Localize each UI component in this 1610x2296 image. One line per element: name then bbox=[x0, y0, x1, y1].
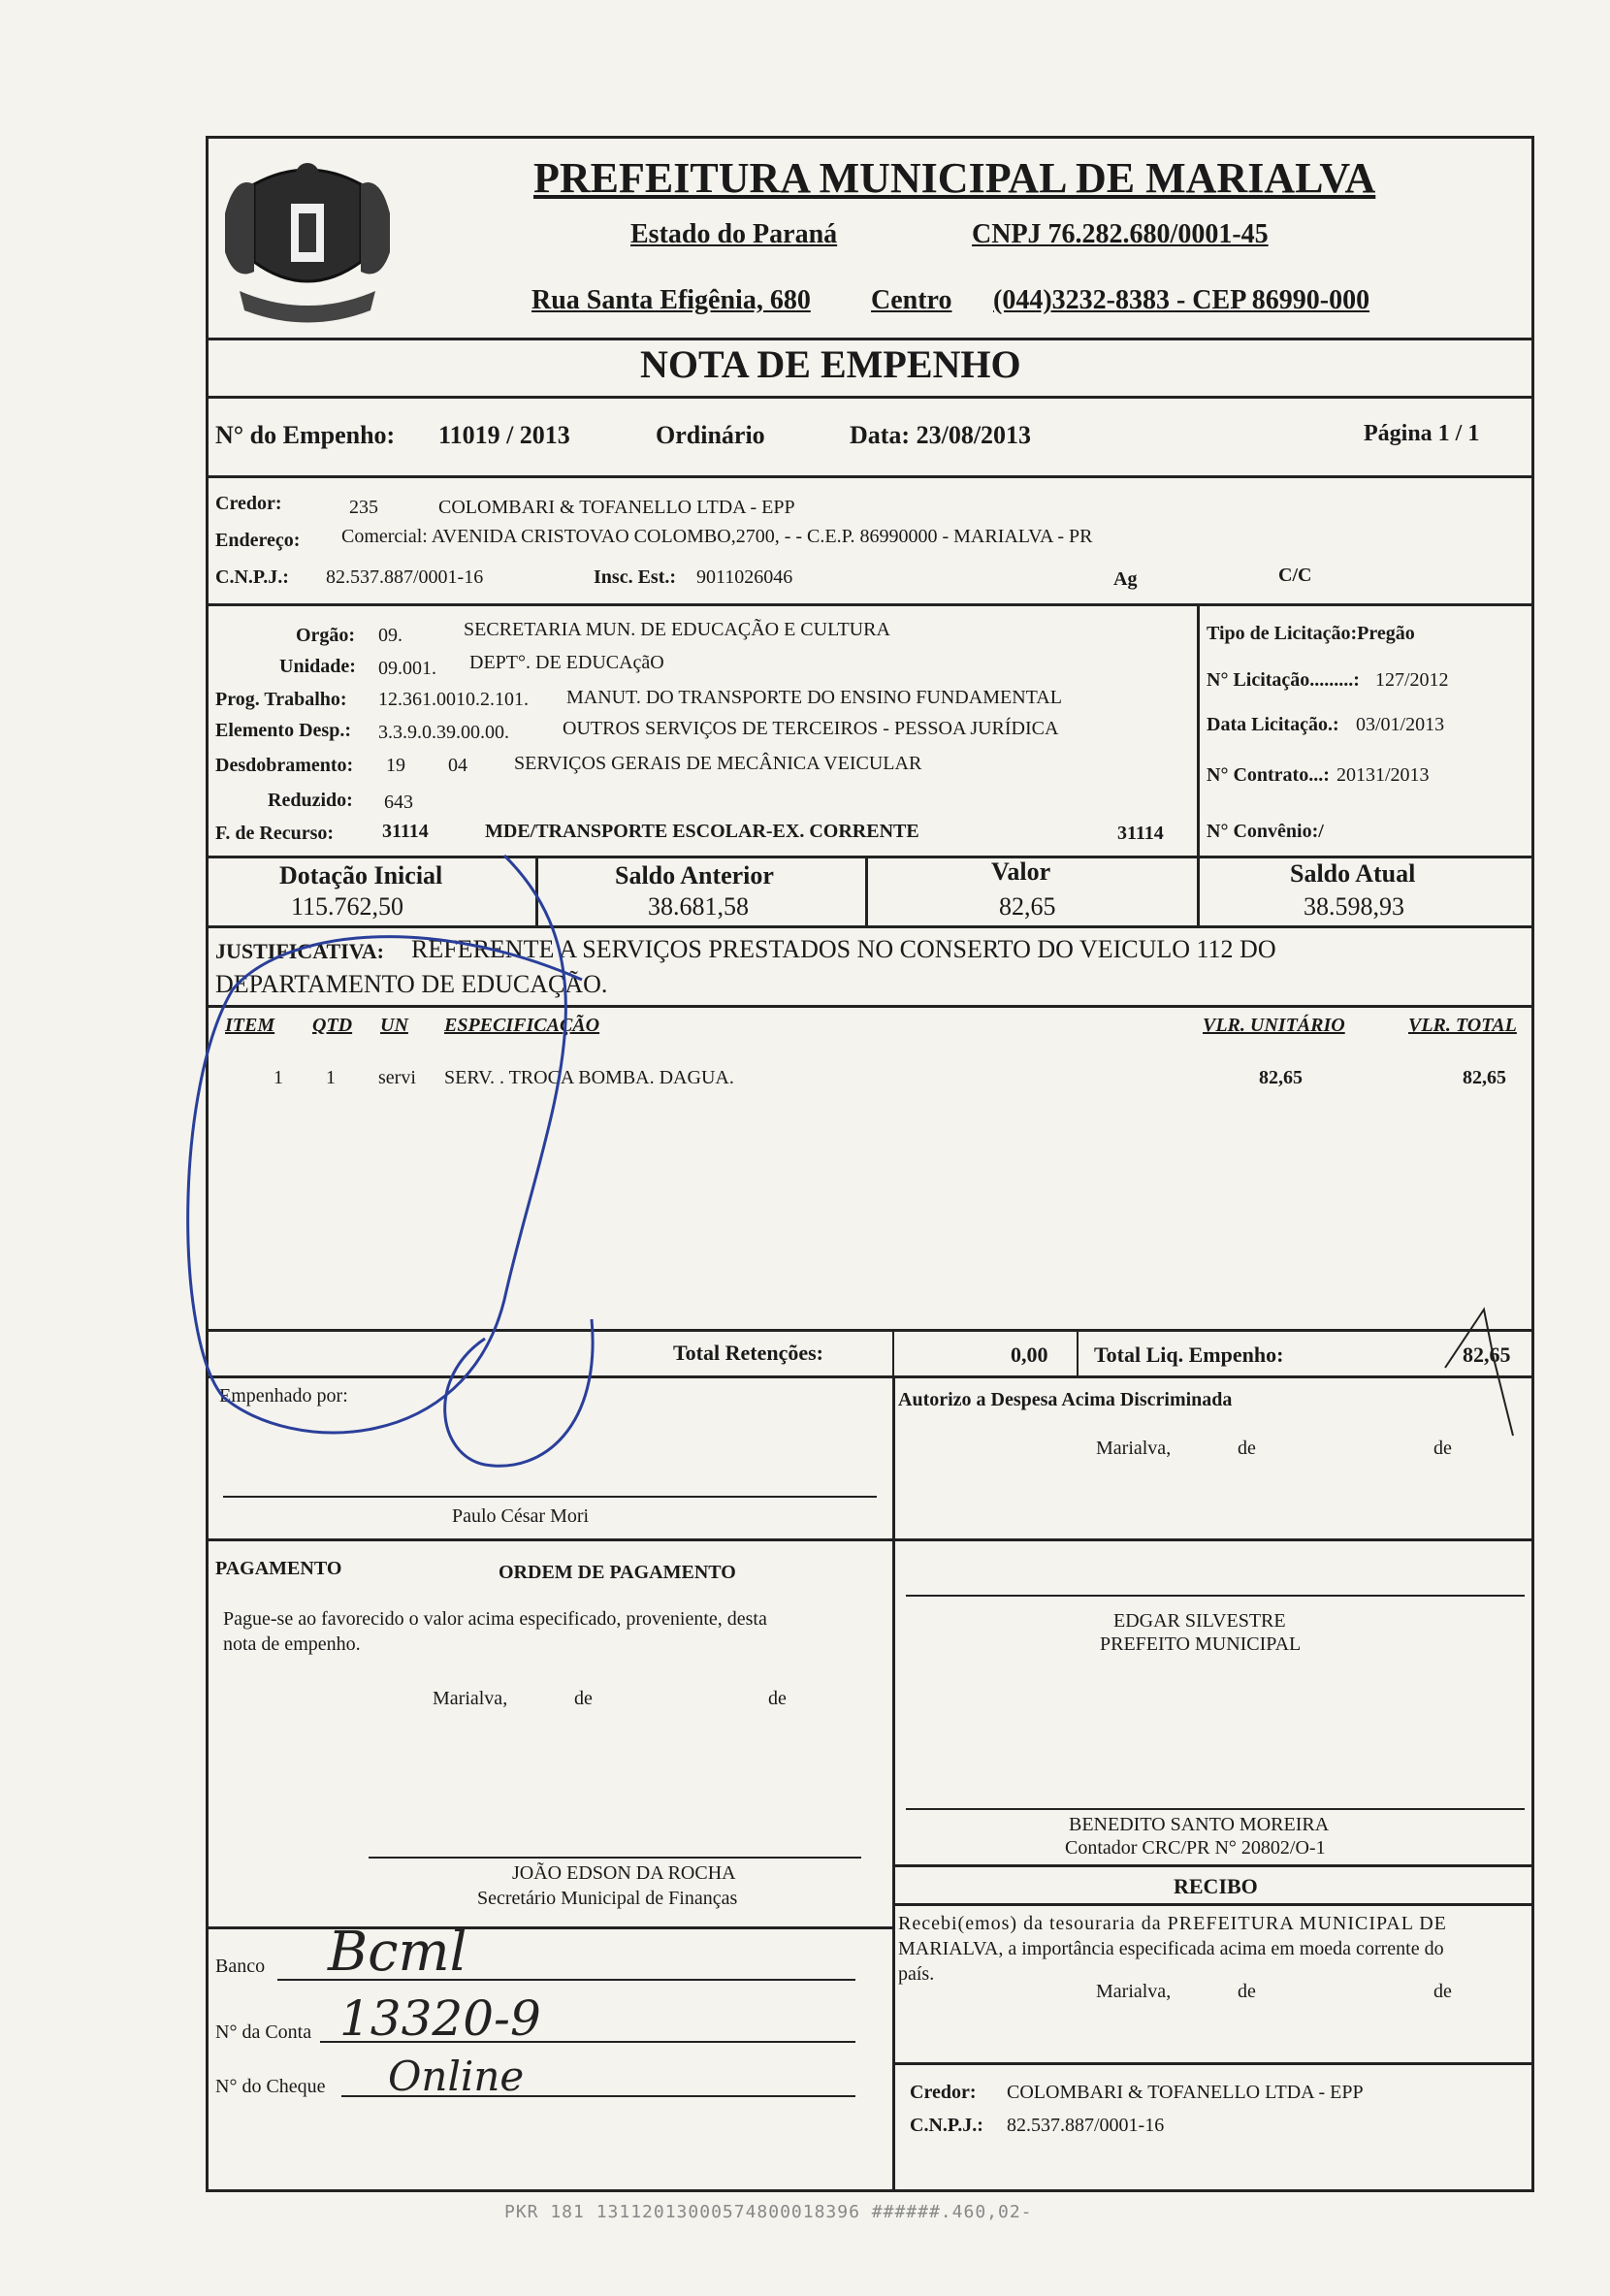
credor-insc: 9011026046 bbox=[696, 566, 793, 588]
prog-label: Prog. Trabalho: bbox=[215, 689, 347, 710]
dotacao-value: 115.762,50 bbox=[291, 892, 404, 921]
reduzido-code: 643 bbox=[384, 792, 413, 813]
autorizo-place: Marialva, bbox=[1096, 1438, 1172, 1459]
total-retencoes-label: Total Retenções: bbox=[673, 1341, 823, 1365]
recibo-text-line3: país. bbox=[898, 1963, 935, 1985]
fonte-desc: MDE/TRANSPORTE ESCOLAR-EX. CORRENTE bbox=[485, 821, 919, 842]
recibo-de2: de bbox=[1433, 1981, 1452, 2002]
reduzido-label: Reduzido: bbox=[268, 790, 353, 811]
recibo-credor-name: COLOMBARI & TOFANELLO LTDA - EPP bbox=[1007, 2082, 1364, 2103]
recibo-cnpj: 82.537.887/0001-16 bbox=[1007, 2115, 1165, 2136]
prefeito-name: EDGAR SILVESTRE bbox=[1113, 1610, 1286, 1632]
valor-label: Valor bbox=[991, 857, 1051, 886]
credor-label: Credor: bbox=[215, 493, 282, 514]
cheque-label: N° do Cheque bbox=[215, 2076, 326, 2097]
autorizo-text: Autorizo a Despesa Acima Discriminada bbox=[898, 1389, 1233, 1410]
elemento-label: Elemento Desp.: bbox=[215, 720, 351, 741]
row-qtd: 1 bbox=[326, 1067, 336, 1088]
header-cnpj: CNPJ 76.282.680/0001-45 bbox=[972, 219, 1269, 249]
conta-handwritten: 13320-9 bbox=[339, 1990, 541, 2047]
empenhado-label: Empenhado por: bbox=[219, 1385, 348, 1407]
col-vlr-total: VLR. TOTAL bbox=[1408, 1015, 1517, 1036]
header-address: Rua Santa Efigênia, 680 bbox=[531, 285, 811, 315]
prog-desc: MANUT. DO TRANSPORTE DO ENSINO FUNDAMENTAL bbox=[566, 687, 1062, 708]
fonte-label: F. de Recurso: bbox=[215, 823, 335, 844]
row-vlr-unitario: 82,65 bbox=[1259, 1067, 1303, 1088]
total-liq-value: 82,65 bbox=[1463, 1342, 1511, 1367]
page-number: Página 1 / 1 bbox=[1364, 421, 1480, 446]
recibo-place: Marialva, bbox=[1096, 1981, 1172, 2002]
desdobramento-code2: 04 bbox=[448, 755, 467, 776]
row-vlr-total: 82,65 bbox=[1463, 1067, 1506, 1088]
num-licitacao-label: N° Licitação.........: bbox=[1207, 669, 1360, 691]
pagamento-text-line2: nota de empenho. bbox=[223, 1633, 361, 1655]
secretario-title: Secretário Municipal de Finanças bbox=[477, 1888, 738, 1909]
insc-label: Insc. Est.: bbox=[594, 566, 677, 588]
header-district: Centro bbox=[871, 285, 952, 315]
unidade-desc: DEPT°. DE EDUCAçãO bbox=[469, 652, 664, 673]
data-licitacao: 03/01/2013 bbox=[1356, 714, 1445, 735]
pagamento-place: Marialva, bbox=[433, 1688, 508, 1709]
cnpj-label: C.N.P.J.: bbox=[215, 566, 289, 588]
recibo-cnpj-label: C.N.P.J.: bbox=[910, 2115, 983, 2136]
orgao-label: Orgão: bbox=[296, 625, 356, 646]
footer-barcode-text: PKR 181 13112013000574800018396 ######.460,02- bbox=[504, 2202, 1033, 2222]
municipality-title: PREFEITURA MUNICIPAL DE MARIALVA bbox=[533, 154, 1376, 202]
saldo-anterior-label: Saldo Anterior bbox=[615, 861, 774, 889]
row-especificacao: SERV. . TROCA BOMBA. DAGUA. bbox=[444, 1067, 734, 1088]
empenhado-signer: Paulo César Mori bbox=[452, 1505, 590, 1527]
desdobramento-code1: 19 bbox=[386, 755, 405, 776]
col-especificacao: ESPECIFICAÇÃO bbox=[444, 1015, 600, 1036]
fonte-code: 31114 bbox=[382, 821, 429, 842]
pagamento-label: PAGAMENTO bbox=[215, 1558, 342, 1579]
tipo-licitacao: Tipo de Licitação:Pregão bbox=[1207, 623, 1415, 644]
desdobramento-label: Desdobramento: bbox=[215, 755, 354, 776]
header-phone-cep: (044)3232-8383 - CEP 86990-000 bbox=[993, 285, 1370, 315]
empenho-type: Ordinário bbox=[656, 421, 765, 449]
recibo-credor-label: Credor: bbox=[910, 2082, 977, 2103]
pagamento-de2: de bbox=[768, 1688, 787, 1709]
saldo-anterior-value: 38.681,58 bbox=[648, 892, 749, 921]
justificativa-text-line1: REFERENTE A SERVIÇOS PRESTADOS NO CONSERTO DO VEICULO 112 DO bbox=[411, 935, 1276, 963]
credor-cnpj: 82.537.887/0001-16 bbox=[326, 566, 484, 588]
saldo-atual-label: Saldo Atual bbox=[1290, 859, 1416, 888]
orgao-desc: SECRETARIA MUN. DE EDUCAÇÃO E CULTURA bbox=[464, 619, 890, 640]
prog-code: 12.361.0010.2.101. bbox=[378, 689, 529, 710]
pagamento-de1: de bbox=[574, 1688, 593, 1709]
autorizo-de1: de bbox=[1238, 1438, 1256, 1459]
recibo-text-line1: Recebi(emos) da tesouraria da PREFEITURA MUNICIPAL DE bbox=[898, 1913, 1447, 1934]
total-retencoes-value: 0,00 bbox=[1011, 1342, 1048, 1367]
row-item: 1 bbox=[274, 1067, 283, 1088]
unidade-code: 09.001. bbox=[378, 658, 436, 679]
secretario-name: JOÃO EDSON DA ROCHA bbox=[512, 1862, 736, 1884]
unidade-label: Unidade: bbox=[279, 656, 356, 677]
account-label: C/C bbox=[1278, 565, 1312, 586]
credor-code: 235 bbox=[349, 497, 378, 518]
pagamento-text-line1: Pague-se ao favorecido o valor acima especificado, proveniente, desta bbox=[223, 1608, 767, 1630]
valor-value: 82,65 bbox=[999, 892, 1056, 921]
document-title: NOTA DE EMPENHO bbox=[640, 342, 1021, 386]
dotacao-label: Dotação Inicial bbox=[279, 861, 443, 889]
fonte-code-right: 31114 bbox=[1117, 823, 1164, 844]
autorizo-de2: de bbox=[1433, 1438, 1452, 1459]
col-qtd: QTD bbox=[312, 1015, 353, 1036]
desdobramento-desc: SERVIÇOS GERAIS DE MECÂNICA VEICULAR bbox=[514, 753, 922, 774]
endereco-label: Endereço: bbox=[215, 530, 301, 551]
empenho-number: 11019 / 2013 bbox=[438, 421, 570, 449]
row-un: servi bbox=[378, 1067, 416, 1088]
banco-handwritten: Bcml bbox=[328, 1921, 467, 1984]
recibo-de1: de bbox=[1238, 1981, 1256, 2002]
contrato-number: 20131/2013 bbox=[1336, 764, 1430, 786]
col-un: UN bbox=[380, 1015, 408, 1036]
coat-of-arms-icon bbox=[215, 155, 400, 330]
data-licitacao-label: Data Licitação.: bbox=[1207, 714, 1339, 735]
conta-label: N° da Conta bbox=[215, 2021, 312, 2043]
empenho-date: Data: 23/08/2013 bbox=[850, 421, 1032, 449]
total-liq-label: Total Liq. Empenho: bbox=[1094, 1342, 1284, 1367]
justificativa-text-line2: DEPARTAMENTO DE EDUCAÇÃO. bbox=[215, 970, 608, 998]
elemento-code: 3.3.9.0.39.00.00. bbox=[378, 722, 509, 743]
orgao-code: 09. bbox=[378, 625, 402, 646]
empenho-number-label: N° do Empenho: bbox=[215, 421, 396, 449]
saldo-atual-value: 38.598,93 bbox=[1304, 892, 1404, 921]
elemento-desc: OUTROS SERVIÇOS DE TERCEIROS - PESSOA JURÍDICA bbox=[563, 718, 1059, 739]
prefeito-title: PREFEITO MUNICIPAL bbox=[1100, 1633, 1302, 1655]
recibo-text-line2: MARIALVA, a importância especificada acima em moeda corrente do bbox=[898, 1938, 1444, 1959]
num-licitacao: 127/2012 bbox=[1375, 669, 1449, 691]
agency-label: Ag bbox=[1113, 568, 1138, 590]
recibo-title: RECIBO bbox=[1174, 1874, 1258, 1898]
cheque-handwritten: Online bbox=[388, 2053, 525, 2100]
ordem-pagamento-label: ORDEM DE PAGAMENTO bbox=[499, 1562, 736, 1583]
contador-title: Contador CRC/PR N° 20802/O-1 bbox=[1065, 1837, 1326, 1859]
justificativa-label: JUSTIFICATIVA: bbox=[215, 939, 385, 963]
credor-address: Comercial: AVENIDA CRISTOVAO COLOMBO,2700, - - C.E.P. 86990000 - MARIALVA - PR bbox=[341, 526, 1093, 547]
state-name: Estado do Paraná bbox=[630, 219, 838, 249]
col-vlr-unitario: VLR. UNITÁRIO bbox=[1203, 1015, 1345, 1036]
col-item: ITEM bbox=[225, 1015, 275, 1036]
contrato-label: N° Contrato...: bbox=[1207, 764, 1330, 786]
contador-name: BENEDITO SANTO MOREIRA bbox=[1069, 1814, 1330, 1835]
banco-label: Banco bbox=[215, 1956, 266, 1977]
credor-name: COLOMBARI & TOFANELLO LTDA - EPP bbox=[438, 497, 795, 518]
convenio-label: N° Convênio:/ bbox=[1207, 821, 1324, 842]
